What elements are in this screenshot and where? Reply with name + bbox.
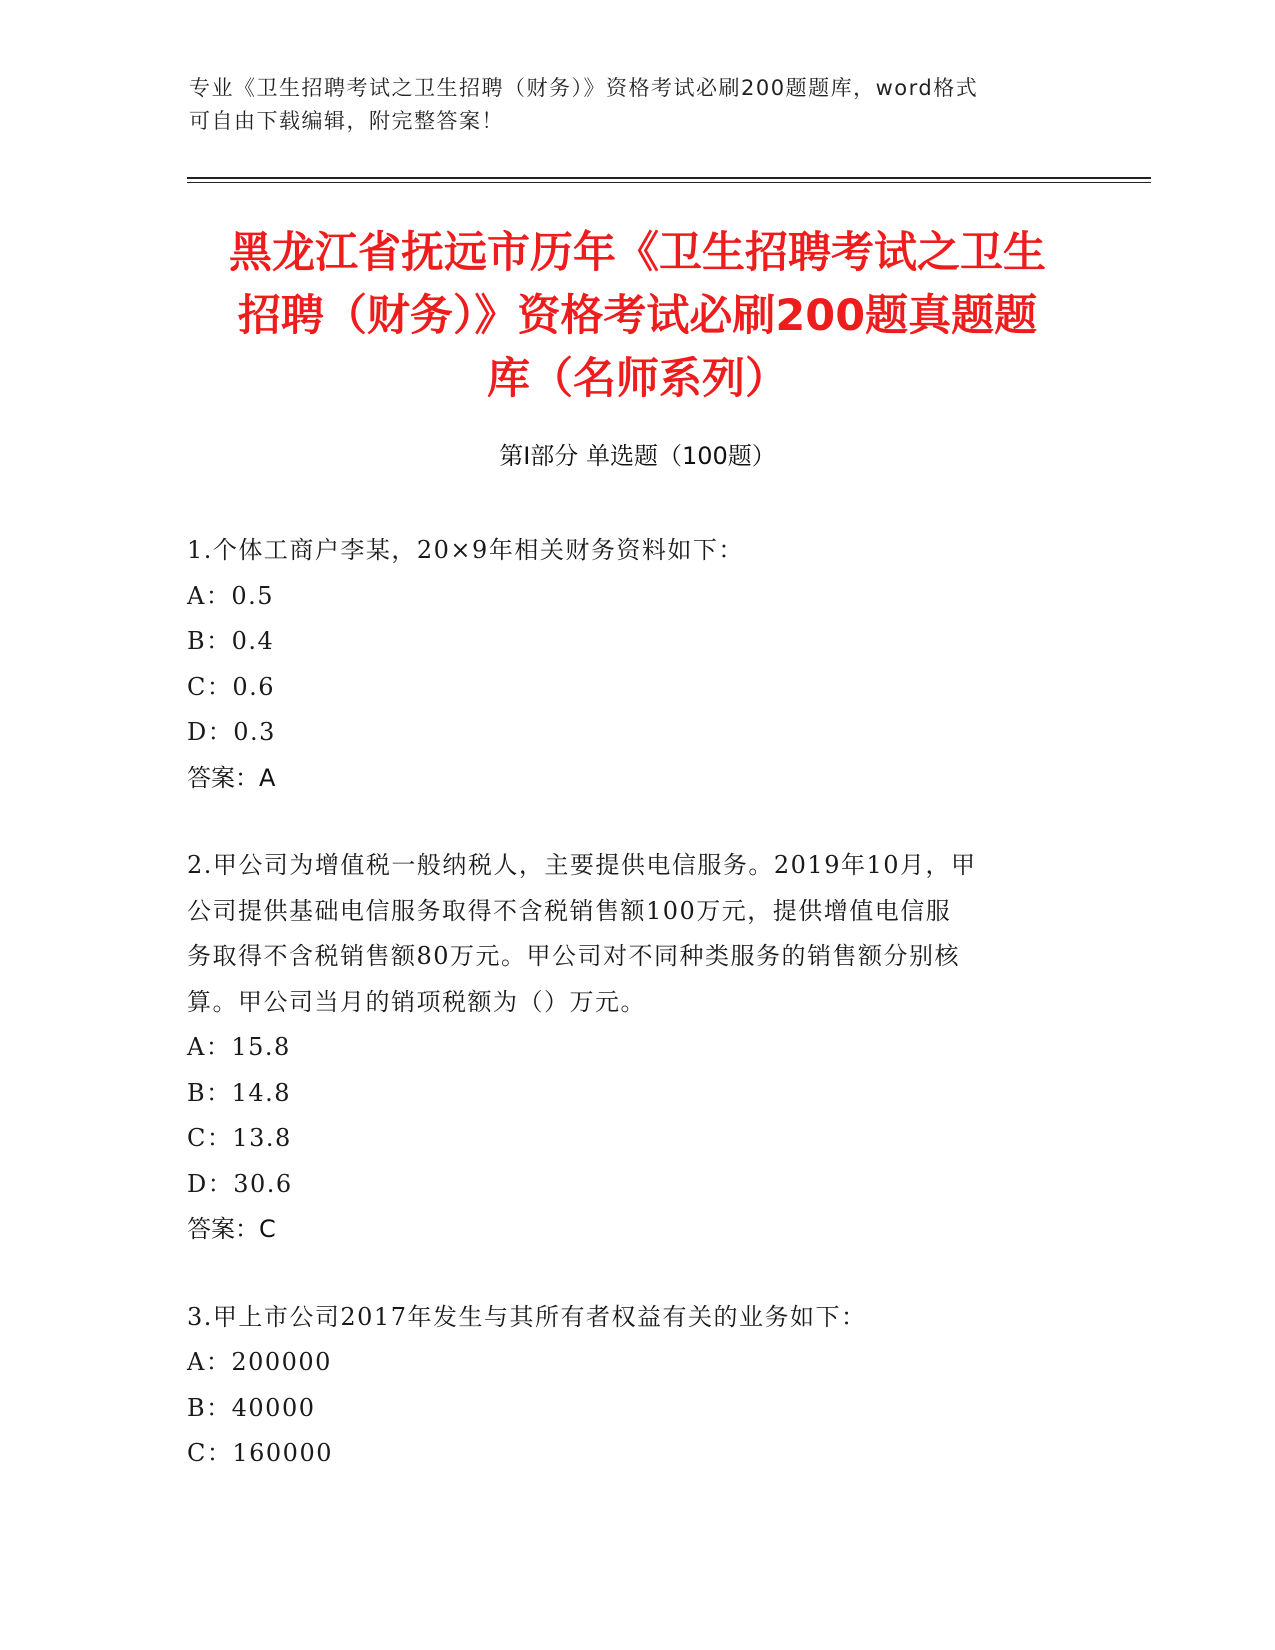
question-stem-line: 务取得不含税销售额80万元。甲公司对不同种类服务的销售额分别核 xyxy=(187,942,961,970)
question-2 xyxy=(187,843,1087,1253)
title-line-2: 招聘（财务）》资格考试必刷200题真题题 xyxy=(237,291,1038,341)
question-stem-line: 公司提供基础电信服务取得不含税销售额100万元，提供增值电信服 xyxy=(187,896,952,925)
question-stem xyxy=(187,843,1087,1025)
option-b: B：0.4 xyxy=(187,627,275,655)
header-note-line-2: 可自由下载编辑，附完整答案！ xyxy=(189,109,504,133)
option-c: C：160000 xyxy=(187,1439,333,1467)
question-stem-line: 2.甲公司为增值税一般纳税人，主要提供电信服务。2019年10月，甲 xyxy=(187,851,977,879)
document-title xyxy=(190,222,1085,411)
question-stem xyxy=(187,528,1087,574)
question-stem-line: 1.个体工商户李某，20×9年相关财务资料如下： xyxy=(187,536,744,564)
header-divider-thick xyxy=(187,177,1151,179)
option-b: B：14.8 xyxy=(187,1078,292,1107)
option-a: A：15.8 xyxy=(187,1033,291,1061)
title-line-3: 库（名师系列） xyxy=(487,354,788,404)
option-d: D：30.6 xyxy=(187,1169,293,1198)
option-c: C：13.8 xyxy=(187,1124,292,1152)
option-a: A：0.5 xyxy=(187,581,274,610)
question-list xyxy=(187,528,1087,1519)
answer-line: 答案：C xyxy=(187,1215,276,1243)
answer-line: 答案：A xyxy=(187,763,276,792)
question-stem xyxy=(187,1295,1087,1341)
document-header-note xyxy=(189,72,1069,138)
title-line-1: 黑龙江省抚远市历年《卫生招聘考试之卫生 xyxy=(229,228,1046,278)
question-3 xyxy=(187,1295,1087,1477)
question-1 xyxy=(187,528,1087,801)
header-note-line-1: 专业《卫生招聘考试之卫生招聘（财务）》资格考试必刷200题题库，word格式 xyxy=(189,76,979,100)
section-heading: 第Ⅰ部分 单选题（100题） xyxy=(499,442,776,470)
option-a: A：200000 xyxy=(187,1348,332,1376)
option-c: C：0.6 xyxy=(187,672,276,701)
option-d: D：0.3 xyxy=(187,718,276,746)
header-divider-thin xyxy=(187,182,1151,183)
question-stem-line: 3.甲上市公司2017年发生与其所有者权益有关的业务如下： xyxy=(187,1302,867,1331)
question-stem-line: 算。甲公司当月的销项税额为（）万元。 xyxy=(187,987,646,1016)
option-b: B：40000 xyxy=(187,1393,316,1422)
